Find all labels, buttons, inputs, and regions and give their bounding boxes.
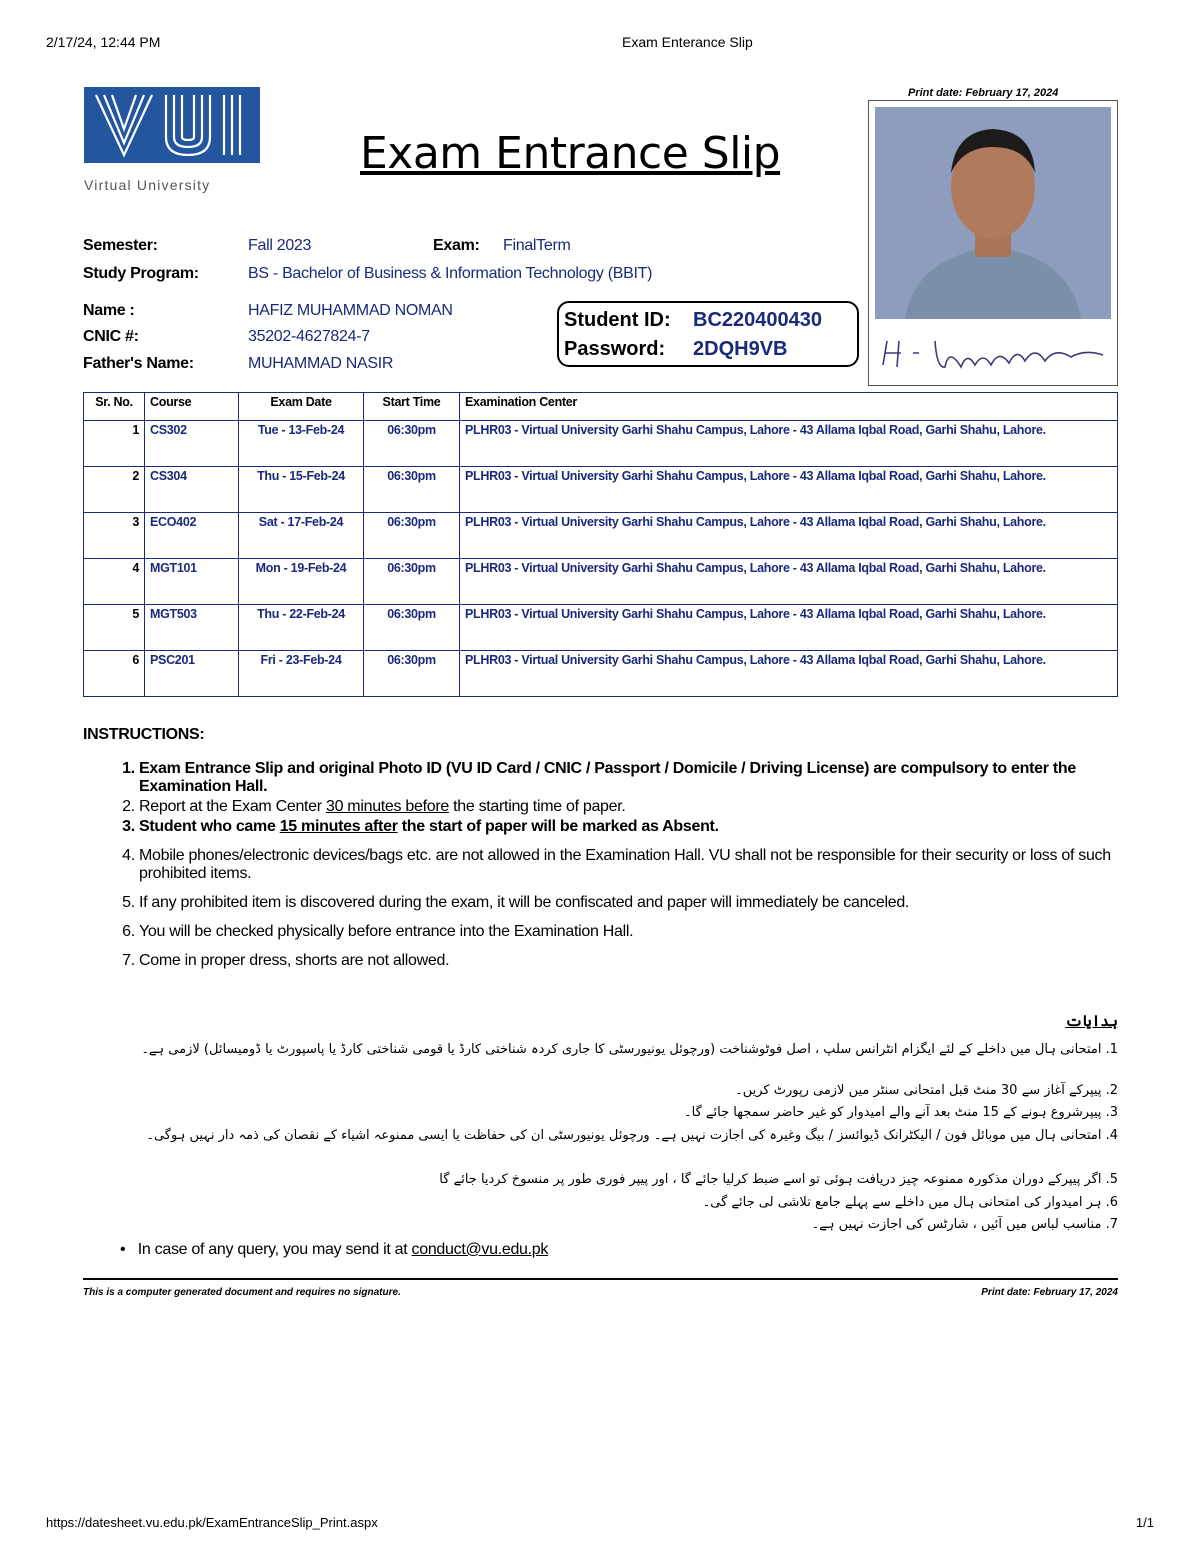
instruction-item: 5. If any prohibited item is discovered during the exam, it will be confiscated and paper will immediately be canceled. bbox=[139, 894, 1139, 912]
credentials-box bbox=[557, 301, 859, 367]
urdu-instruction-item: 7. مناسب لباس میں آئیں ، شارٹس کی اجازت نہیں ہے۔ bbox=[811, 1217, 1118, 1232]
cell-srno: 5 bbox=[84, 605, 145, 651]
instruction-text: the starting time of paper. bbox=[448, 798, 626, 815]
cell-time: 06:30pm bbox=[364, 651, 460, 697]
cell-time: 06:30pm bbox=[364, 605, 460, 651]
cell-course: CS304 bbox=[145, 467, 239, 513]
signature bbox=[875, 327, 1111, 379]
col-header-center: Examination Center bbox=[460, 393, 1118, 421]
col-header-course: Course bbox=[145, 393, 239, 421]
cell-center: PLHR03 - Virtual University Garhi Shahu Campus, Lahore - 43 Allama Iqbal Road, Garhi Shahu, Lahore. bbox=[460, 559, 1118, 605]
cell-date: Fri - 23-Feb-24 bbox=[239, 651, 364, 697]
instruction-text: the start of paper will be marked as Absent. bbox=[397, 818, 719, 835]
bullet-icon: • bbox=[120, 1241, 126, 1258]
password-value: 2DQH9VB bbox=[693, 338, 788, 360]
cnic-value: 35202-4627824-7 bbox=[248, 328, 370, 345]
col-header-srno: Sr. No. bbox=[84, 393, 145, 421]
cell-time: 06:30pm bbox=[364, 467, 460, 513]
instruction-emphasis: 30 minutes before bbox=[325, 798, 449, 815]
cell-srno: 6 bbox=[84, 651, 145, 697]
cell-date: Thu - 22-Feb-24 bbox=[239, 605, 364, 651]
page-title: Exam Entrance Slip bbox=[360, 128, 781, 179]
table-row bbox=[84, 605, 1118, 651]
cell-srno: 4 bbox=[84, 559, 145, 605]
semester-label: Semester: bbox=[83, 237, 158, 254]
table-row bbox=[84, 467, 1118, 513]
print-date-top: Print date: February 17, 2024 bbox=[908, 87, 1059, 99]
query-text: In case of any query, you may send it at bbox=[137, 1241, 412, 1258]
footer-print-date: Print date: February 17, 2024 bbox=[981, 1287, 1118, 1298]
instruction-item bbox=[139, 818, 1139, 836]
col-header-time: Start Time bbox=[364, 393, 460, 421]
father-label: Father's Name: bbox=[83, 355, 194, 372]
table-row bbox=[84, 559, 1118, 605]
name-value: HAFIZ MUHAMMAD NOMAN bbox=[248, 302, 453, 319]
cnic-label: CNIC #: bbox=[83, 328, 139, 345]
photo-frame bbox=[868, 100, 1118, 386]
cell-center: PLHR03 - Virtual University Garhi Shahu Campus, Lahore - 43 Allama Iqbal Road, Garhi Shahu, Lahore. bbox=[460, 605, 1118, 651]
student-id-label: Student ID: bbox=[564, 309, 671, 331]
semester-value: Fall 2023 bbox=[248, 237, 312, 254]
instruction-text: Student who came bbox=[139, 818, 280, 835]
instruction-item: 6. You will be checked physically before entrance into the Examination Hall. bbox=[139, 923, 1139, 941]
cell-center: PLHR03 - Virtual University Garhi Shahu Campus, Lahore - 43 Allama Iqbal Road, Garhi Shahu, Lahore. bbox=[460, 651, 1118, 697]
print-page-title: Exam Enterance Slip bbox=[622, 34, 753, 50]
program-value: BS - Bachelor of Business & Information Technology (BBIT) bbox=[248, 265, 653, 282]
name-label: Name : bbox=[83, 302, 135, 319]
logo-text: Virtual University bbox=[84, 177, 211, 193]
instruction-text: Report at the Exam Center bbox=[139, 798, 326, 815]
footer-note: This is a computer generated document and requires no signature. bbox=[83, 1287, 401, 1298]
contact-email-link[interactable]: conduct@vu.edu.pk bbox=[411, 1241, 549, 1258]
cell-course: CS302 bbox=[145, 421, 239, 467]
instructions-list bbox=[117, 760, 1139, 981]
cell-center: PLHR03 - Virtual University Garhi Shahu Campus, Lahore - 43 Allama Iqbal Road, Garhi Shahu, Lahore. bbox=[460, 467, 1118, 513]
instruction-item: 4. Mobile phones/electronic devices/bags etc. are not allowed in the Examination Hall. VU shall not be responsible for their security or loss of such prohibited items. bbox=[139, 847, 1139, 883]
print-url: https://datesheet.vu.edu.pk/ExamEntranceSlip_Print.aspx bbox=[46, 1515, 378, 1530]
vu-logo bbox=[84, 87, 264, 193]
vu-logo-mark bbox=[84, 87, 260, 163]
table-row bbox=[84, 513, 1118, 559]
query-line bbox=[120, 1241, 548, 1259]
cell-time: 06:30pm bbox=[364, 421, 460, 467]
instructions-title: INSTRUCTIONS: bbox=[83, 726, 205, 743]
cell-course: MGT101 bbox=[145, 559, 239, 605]
exam-label: Exam: bbox=[433, 237, 480, 254]
footer-divider bbox=[83, 1278, 1118, 1280]
instruction-item: 1. Exam Entrance Slip and original Photo ID (VU ID Card / CNIC / Passport / Domicile / Driving License) are compulsory to enter the Examination Hall. bbox=[139, 760, 1139, 796]
password-label: Password: bbox=[564, 338, 666, 360]
father-value: MUHAMMAD NASIR bbox=[248, 355, 394, 372]
urdu-instruction-item: 6. ہر امیدوار کی امتحانی ہال میں داخلے سے پہلے جامع تلاشی لی جائے گی۔ bbox=[702, 1195, 1118, 1210]
cell-center: PLHR03 - Virtual University Garhi Shahu Campus, Lahore - 43 Allama Iqbal Road, Garhi Shahu, Lahore. bbox=[460, 513, 1118, 559]
cell-date: Mon - 19-Feb-24 bbox=[239, 559, 364, 605]
program-label: Study Program: bbox=[83, 265, 199, 282]
student-id-value: BC220400430 bbox=[693, 309, 822, 331]
table-row bbox=[84, 651, 1118, 697]
table-row bbox=[84, 421, 1118, 467]
cell-srno: 1 bbox=[84, 421, 145, 467]
col-header-date: Exam Date bbox=[239, 393, 364, 421]
urdu-instruction-item: 3. پیپرشروع ہونے کے 15 منٹ بعد آنے والے امیدوار کو غیر حاضر سمجھا جائے گا۔ bbox=[684, 1105, 1118, 1120]
cell-course: ECO402 bbox=[145, 513, 239, 559]
instruction-item bbox=[139, 798, 1139, 816]
urdu-instructions-title: ہدایات bbox=[1065, 1013, 1118, 1030]
print-page-number: 1/1 bbox=[1135, 1515, 1154, 1530]
cell-srno: 3 bbox=[84, 513, 145, 559]
table-header-row bbox=[84, 393, 1118, 421]
print-datetime: 2/17/24, 12:44 PM bbox=[46, 34, 161, 50]
cell-date: Thu - 15-Feb-24 bbox=[239, 467, 364, 513]
urdu-instruction-item: 4. امتحانی ہال میں موبائل فون / الیکٹرانک ڈیوائسز / بیگ وغیرہ کی اجازت نہیں ہے۔ ورچوئل یونیورسٹی ان کی حفاظت یا ایسی ممنوعہ اشیاء کے نقصان کی ذمہ دار نہیں ہوگی۔ bbox=[146, 1128, 1118, 1143]
urdu-instruction-item: 1. امتحانی ہال میں داخلے کے لئے ایگزام انٹرانس سلپ ، اصل فوٹوشناخت (ورچوئل یونیورسٹی کا جاری کردہ شناختی کارڈ یا قومی شناختی کارڈ یا پاسپورٹ یا ڈومیسائل) لازمی ہے۔ bbox=[141, 1042, 1118, 1057]
cell-course: PSC201 bbox=[145, 651, 239, 697]
cell-srno: 2 bbox=[84, 467, 145, 513]
student-photo bbox=[875, 107, 1111, 319]
instruction-item: 7. Come in proper dress, shorts are not allowed. bbox=[139, 952, 1139, 970]
cell-time: 06:30pm bbox=[364, 513, 460, 559]
cell-course: MGT503 bbox=[145, 605, 239, 651]
exam-schedule-table bbox=[83, 392, 1118, 697]
exam-value: FinalTerm bbox=[503, 237, 571, 254]
cell-time: 06:30pm bbox=[364, 559, 460, 605]
urdu-instruction-item: 2. پیپرکے آغاز سے 30 منٹ قبل امتحانی سنٹر میں لازمی رپورٹ کریں۔ bbox=[735, 1083, 1118, 1098]
instruction-emphasis: 15 minutes after bbox=[279, 818, 398, 835]
cell-center: PLHR03 - Virtual University Garhi Shahu Campus, Lahore - 43 Allama Iqbal Road, Garhi Shahu, Lahore. bbox=[460, 421, 1118, 467]
urdu-instruction-item: 5. اگر پیپرکے دوران مذکورہ ممنوعہ چیز دریافت ہوئی تو اسے ضبط کرلیا جائے گا ، اور پیپر فوری طور پر منسوخ کردیا جائے گا bbox=[439, 1172, 1118, 1187]
cell-date: Tue - 13-Feb-24 bbox=[239, 421, 364, 467]
cell-date: Sat - 17-Feb-24 bbox=[239, 513, 364, 559]
